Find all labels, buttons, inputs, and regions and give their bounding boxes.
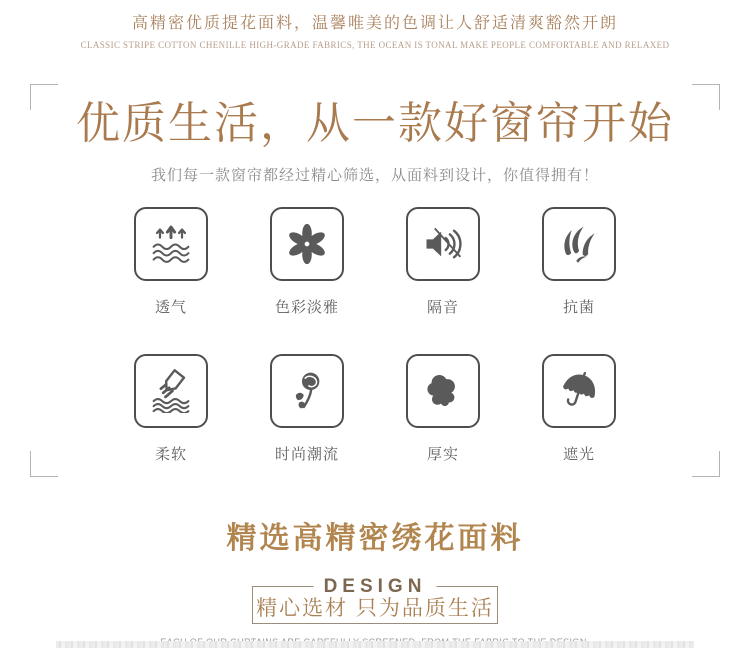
umbrella-icon [542,354,616,428]
feature-sound-insulation [375,207,511,317]
feature-grid [103,207,647,464]
feature-label: 时尚潮流 [274,446,339,463]
feature-soft [103,354,239,464]
feature-label: 透气 [154,299,187,316]
thick-icon [406,354,480,428]
design-frame [252,576,498,624]
soft-touch-icon [134,354,208,428]
corner-bracket-bottom-left [30,451,58,477]
feature-elegant-colors [239,207,375,317]
page-title: 优质生活，从一款好窗帘开始 [76,99,674,148]
page-subtitle: 我们每一款窗帘都经过精心筛选，从面料到设计，你值得拥有！ [150,167,599,184]
design-badge: DESIGN [314,576,437,597]
feature-breathable [103,207,239,317]
feature-blackout [511,354,647,464]
tagline-english: CLASSIC STRIPE COTTON CHENILLE HIGH-GRADE FABRICS, THE OCEAN IS TONAL MAKE PEOPLE COMFORTABLE AND RELAXED [80,40,670,50]
feature-label: 抗菌 [562,299,595,316]
feature-label: 柔软 [154,446,187,463]
feature-label: 厚实 [426,446,459,463]
corner-bracket-top-right [692,84,720,110]
breathable-icon [134,207,208,281]
feature-fashion [239,354,375,464]
feature-label: 隔音 [426,299,459,316]
feature-thick [375,354,511,464]
flower-icon [270,207,344,281]
corner-bracket-top-left [30,84,58,110]
antibacterial-icon [542,207,616,281]
feature-label: 遮光 [562,446,595,463]
sound-insulation-icon [406,207,480,281]
design-heading: 精选高精密绣花面料 [226,522,524,555]
tagline-chinese: 高精密优质提花面料，温馨唯美的色调让人舒适清爽豁然开朗 [131,15,618,32]
feature-label: 色彩淡雅 [274,299,339,316]
corner-bracket-bottom-right [692,451,720,477]
rose-icon [270,354,344,428]
feature-antibacterial [511,207,647,317]
design-slogan: 精心选材 只为品质生活 [256,596,494,620]
fabric-texture-strip [56,641,694,648]
